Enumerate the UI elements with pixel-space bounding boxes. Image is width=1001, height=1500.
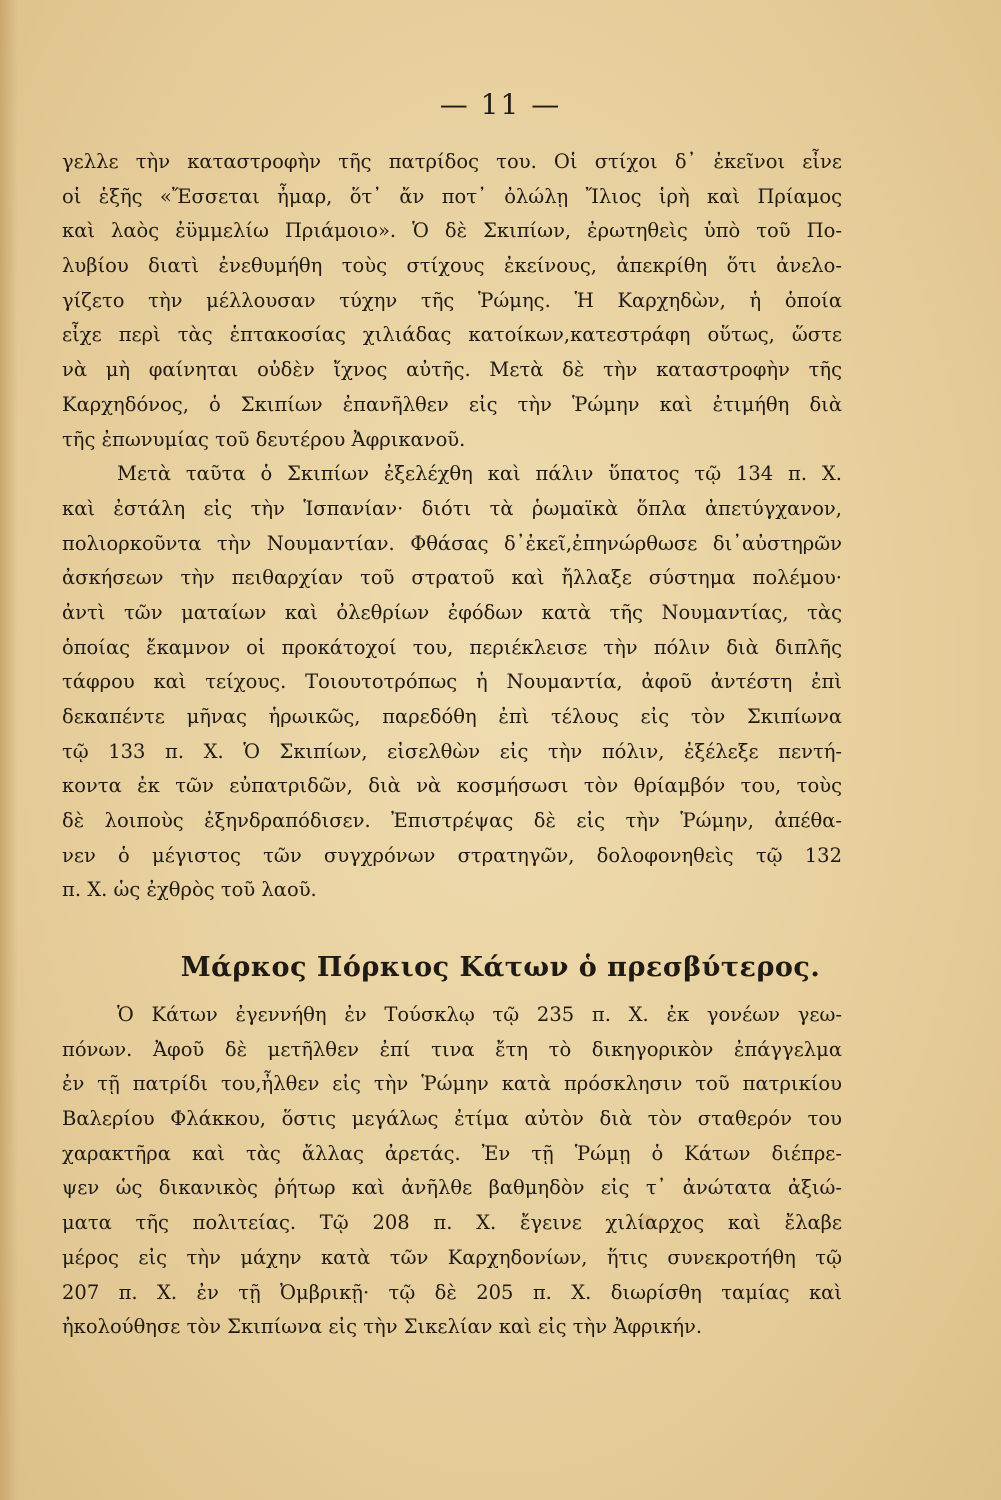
- text-line: 207 π. Χ. ἐν τῇ Ὀμβρικῇ· τῷ δὲ 205 π. Χ. διωρίσθη ταμίας καὶ: [62, 1280, 842, 1304]
- text-line: ἐν τῇ πατρίδι του,ἦλθεν εἰς τὴν Ῥώμην κατὰ πρόσκλησιν τοῦ πατρικίου: [62, 1072, 842, 1096]
- text-line: κοντα ἐκ τῶν εὐπατριδῶν, διὰ νὰ κοσμήσωσι τὸν θρίαμβόν του, τοὺς: [62, 774, 842, 798]
- text-line: εἶχε περὶ τὰς ἑπτακοσίας χιλιάδας κατοίκων,κατεστράφη οὕτως, ὥστε: [62, 323, 842, 347]
- text-line: γίζετο τὴν μέλλουσαν τύχην τῆς Ῥώμης. Ἡ Καρχηδὼν, ἡ ὁποία: [62, 288, 842, 312]
- page-edge-shadow: [0, 0, 18, 1500]
- text-line: ματα τῆς πολιτείας. Τῷ 208 π. Χ. ἔγεινε χιλίαρχος καὶ ἔλαβε: [62, 1211, 842, 1235]
- text-line: δεκαπέντε μῆνας ἡρωικῶς, παρεδόθη ἐπὶ τέλους εἰς τὸν Σκιπίωνα: [62, 705, 842, 728]
- text-line: τῷ 133 π. Χ. Ὁ Σκιπίων, εἰσελθὼν εἰς τὴν πόλιν, ἐξέλεξε πεντή-: [62, 739, 842, 763]
- text-line: πολιορκοῦντα τὴν Νουμαντίαν. Φθάσας δ᾽ἐκεῖ,ἐπηνώρθωσε δι᾽αὐστηρῶν: [62, 531, 842, 555]
- text-line: γελλε τὴν καταστροφὴν τῆς πατρίδος του. Οἱ στίχοι δ᾽ ἐκεῖνοι εἶνε: [62, 150, 842, 173]
- text-line: ὁποίας ἔκαμνον οἱ προκάτοχοί του, περιέκλεισε τὴν πόλιν διὰ διπλῆς: [62, 635, 842, 659]
- text-line: ἀντὶ τῶν ματαίων καὶ ὀλεθρίων ἐφόδων κατὰ τῆς Νουμαντίας, τὰς: [62, 600, 842, 624]
- text-line: μέρος εἰς τὴν μάχην κατὰ τῶν Καρχηδονίων, ἥτις συνεκροτήθη τῷ: [62, 1245, 842, 1269]
- text-line: ἀσκήσεων τὴν πειθαρχίαν τοῦ στρατοῦ καὶ ἤλλαξε σύστημα πολέμου·: [62, 566, 842, 590]
- text-line: χαρακτῆρα καὶ τὰς ἄλλας ἀρετάς. Ἐν τῇ Ῥώμῃ ὁ Κάτων διέπρε-: [62, 1141, 842, 1165]
- text-line: καὶ ἐστάλη εἰς τὴν Ἱσπανίαν· διότι τὰ ῥωμαϊκὰ ὅπλα ἀπετύγχανον,: [62, 496, 842, 520]
- text-line: τάφρου καὶ τείχους. Τοιουτοτρόπως ἡ Νουμαντία, ἀφοῦ ἀντέστη ἐπὶ: [62, 670, 842, 694]
- text-line: Μετὰ ταῦτα ὁ Σκιπίων ἐξελέχθη καὶ πάλιν ὕπατος τῷ 134 π. Χ.: [117, 462, 842, 486]
- text-line: Καρχηδόνος, ὁ Σκιπίων ἐπανῆλθεν εἰς τὴν Ῥώμην καὶ ἐτιμήθη διὰ: [62, 392, 842, 416]
- text-line: π. Χ. ὡς ἐχθρὸς τοῦ λαοῦ.: [62, 878, 317, 902]
- text-section-scipio: [62, 145, 842, 908]
- text-line: δὲ λοιποὺς ἐξηνδραπόδισεν. Ἐπιστρέψας δὲ εἰς τὴν Ῥώμην, ἀπέθα-: [62, 809, 842, 833]
- text-line: ἠκολούθησε τὸν Σκιπίωνα εἰς τὴν Σικελίαν καὶ εἰς τὴν Ἀφρικήν.: [62, 1315, 703, 1339]
- text-line: οἱ ἑξῆς «Ἔσσεται ἦμαρ, ὅτ᾽ ἄν ποτ᾽ ὀλώλῃ Ἴλιος ἱρὴ καὶ Πρίαμος: [62, 184, 842, 208]
- text-line: ψεν ὡς δικανικὸς ῥήτωρ καὶ ἀνῆλθε βαθμηδὸν εἰς τ᾽ ἀνώτατα ἀξιώ-: [62, 1176, 842, 1200]
- text-line: νεν ὁ μέγιστος τῶν συγχρόνων στρατηγῶν, δολοφονηθεὶς τῷ 132: [62, 843, 842, 867]
- text-line: Ὁ Κάτων ἐγεννήθη ἐν Τούσκλῳ τῷ 235 π. Χ. ἐκ γονέων γεω-: [117, 1003, 842, 1026]
- section-heading: Μάρκος Πόρκιος Κάτων ὁ πρεσβύτερος.: [180, 952, 821, 983]
- text-section-cato: [62, 998, 842, 1345]
- text-line: Βαλερίου Φλάκκου, ὅστις μεγάλως ἐτίμα αὐτὸν διὰ τὸν σταθερόν του: [62, 1107, 842, 1131]
- text-line: τῆς ἐπωνυμίας τοῦ δευτέρου Ἀφρικανοῦ.: [62, 427, 466, 451]
- page-number: — 11 —: [439, 88, 562, 121]
- text-line: νὰ μὴ φαίνηται οὐδὲν ἴχνος αὐτῆς. Μετὰ δὲ τὴν καταστροφὴν τῆς: [62, 358, 842, 382]
- text-line: καὶ λαὸς ἐϋμμελίω Πριάμοιο». Ὁ δὲ Σκιπίων, ἐρωτηθεὶς ὑπὸ τοῦ Πο-: [62, 219, 842, 243]
- text-line: πόνων. Ἀφοῦ δὲ μετῆλθεν ἐπί τινα ἔτη τὸ δικηγορικὸν ἐπάγγελμα: [62, 1037, 842, 1061]
- text-line: λυβίου διατὶ ἐνεθυμήθη τοὺς στίχους ἐκείνους, ἀπεκρίθη ὅτι ἀνελο-: [62, 254, 842, 278]
